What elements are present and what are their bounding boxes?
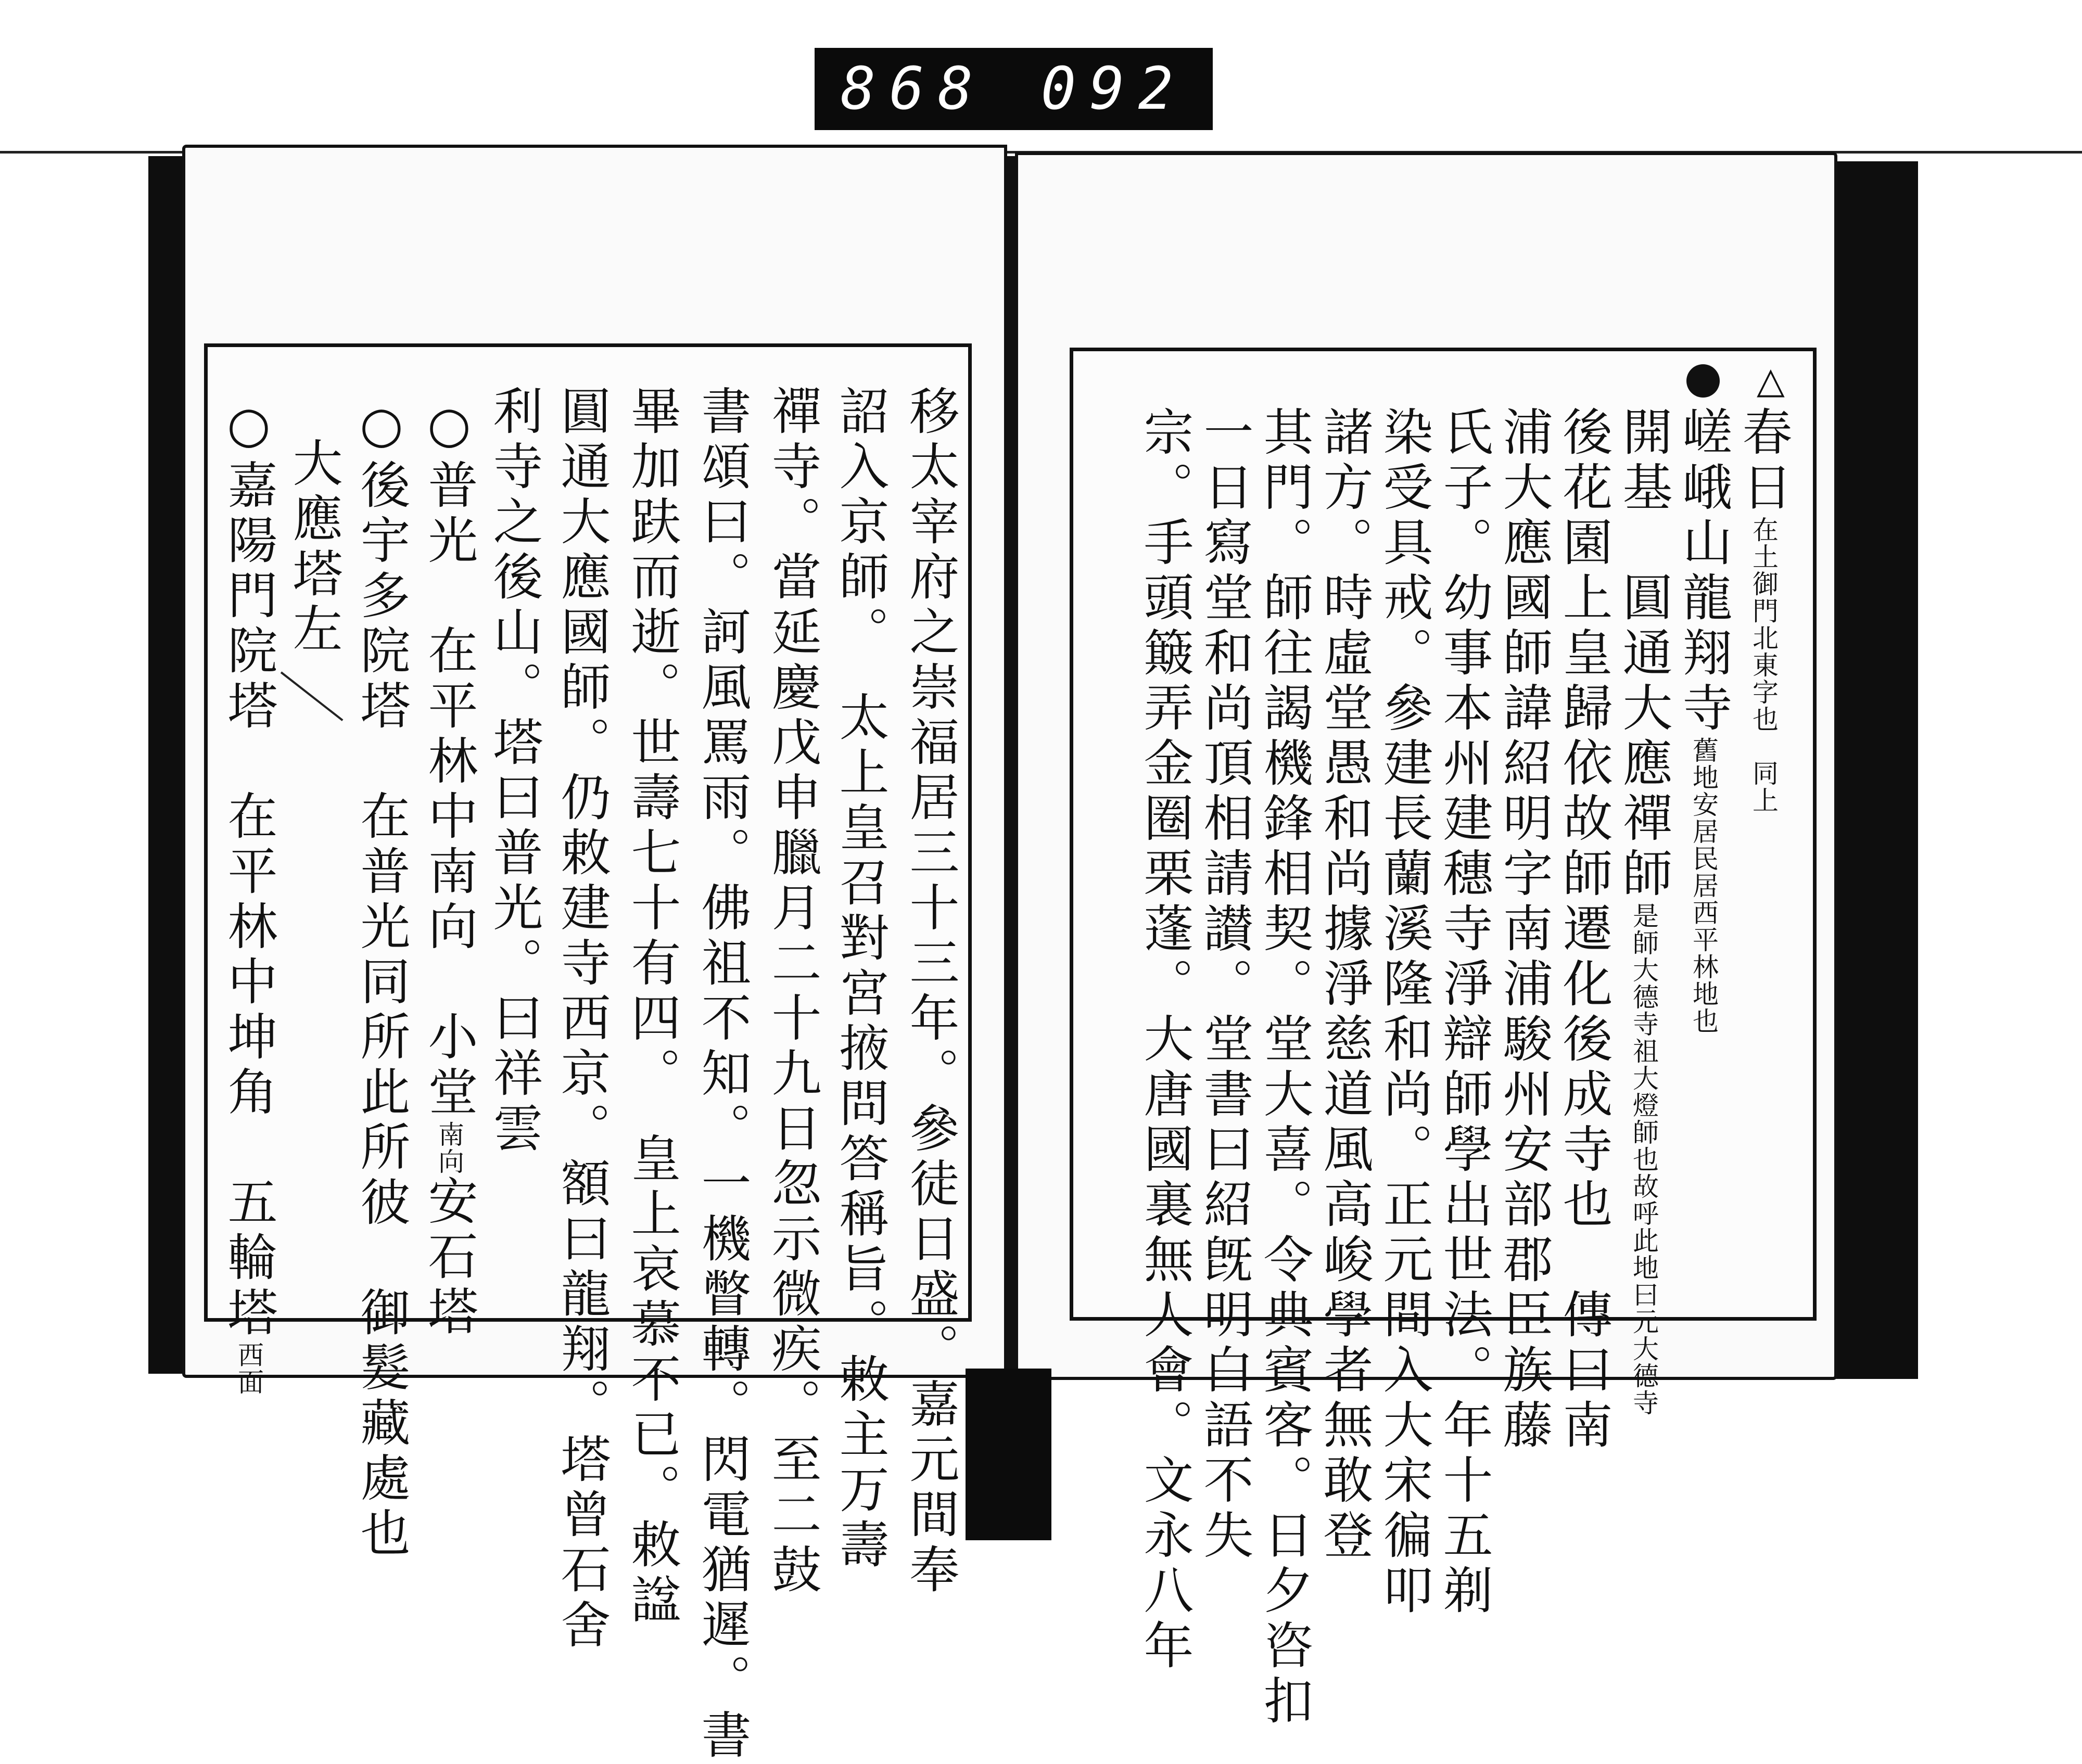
left-column-5: 畢加趺而逝。世壽七十有四。 皇上哀慕不已。敕諡	[623, 385, 681, 1629]
left-column-1: 移太宰府之崇福居三十三年。參徒日盛。嘉元間奉	[902, 385, 960, 1599]
binding-clip	[966, 1369, 1051, 1540]
left-column-2: 詔入京師。 太上皇召對宮掖問答稱旨。敕主万壽	[831, 385, 890, 1574]
right-column-10: 一日寫堂和尚頂相請讃。堂書曰紹旣明白語不失	[1196, 406, 1254, 1564]
right-column-9: 其門。師往謁機鋒相契。堂大喜。令典賓客。日夕咨扣	[1255, 406, 1314, 1730]
left-column-3: 禪寺。當延慶戊申臘月二十九日忽示微疾。至二鼓	[764, 385, 822, 1599]
heading-dot-mark	[1686, 364, 1720, 398]
left-column-10: 大應塔左	[285, 437, 343, 658]
right-cover-edge	[1832, 161, 1918, 1379]
right-column-7: 染受具戒。參建長蘭溪隆和尚。正元間入大宋徧叩	[1375, 406, 1433, 1619]
left-column-11: ○嘉陽門院塔 在平林中坤角 五輪塔西面	[220, 395, 278, 1396]
catalog-number-left: 868	[841, 55, 987, 123]
right-column-8: 諸方。時虛堂愚和尚據淨慈道風高峻學者無敢登	[1315, 406, 1374, 1564]
right-column-6: 氏子。幼事本州建穗寺淨辯師學出世法。年十五剃	[1435, 406, 1493, 1619]
catalog-number-right: 092	[1040, 55, 1187, 123]
book-gutter	[1005, 156, 1016, 1382]
right-column-5: 浦大應國師諱紹明字南浦駿州安部郡臣族藤	[1495, 406, 1553, 1454]
left-column-9: ○後宇多院塔 在普光同所此所彼 御髮藏處也	[352, 395, 411, 1562]
right-column-11: 宗。手頭簸弄金圈栗蓬。大唐國裏無人會。文永八年	[1136, 406, 1194, 1674]
right-column-2: 嵯峨山龍翔寺舊地安居民居西平林地也	[1674, 406, 1733, 1034]
heading-triangle-mark: △	[1757, 359, 1785, 402]
catalog-number-label	[815, 48, 1213, 130]
right-column-1: 春日在土御門北東字也 同上	[1734, 406, 1793, 814]
left-column-8: ○普光 在平林中南向 小堂南向安石塔	[420, 395, 478, 1340]
right-column-3: 開基 圓通大應禪師是師大德寺祖大燈師也故呼此地曰元大德寺	[1615, 406, 1673, 1416]
left-column-6: 圓通大應國師。仍敕建寺西京。額曰龍翔。塔曾石舍	[553, 385, 611, 1654]
left-column-4: 書頌曰。訶風罵雨。佛祖不知。一機瞥轉。閃電猶遲。書	[693, 385, 752, 1764]
right-column-4: 後花園上皇歸依故師遷化後成寺也 傳曰南	[1555, 406, 1613, 1454]
left-column-7: 利寺之後山。塔曰普光。曰祥雲	[485, 385, 543, 1157]
